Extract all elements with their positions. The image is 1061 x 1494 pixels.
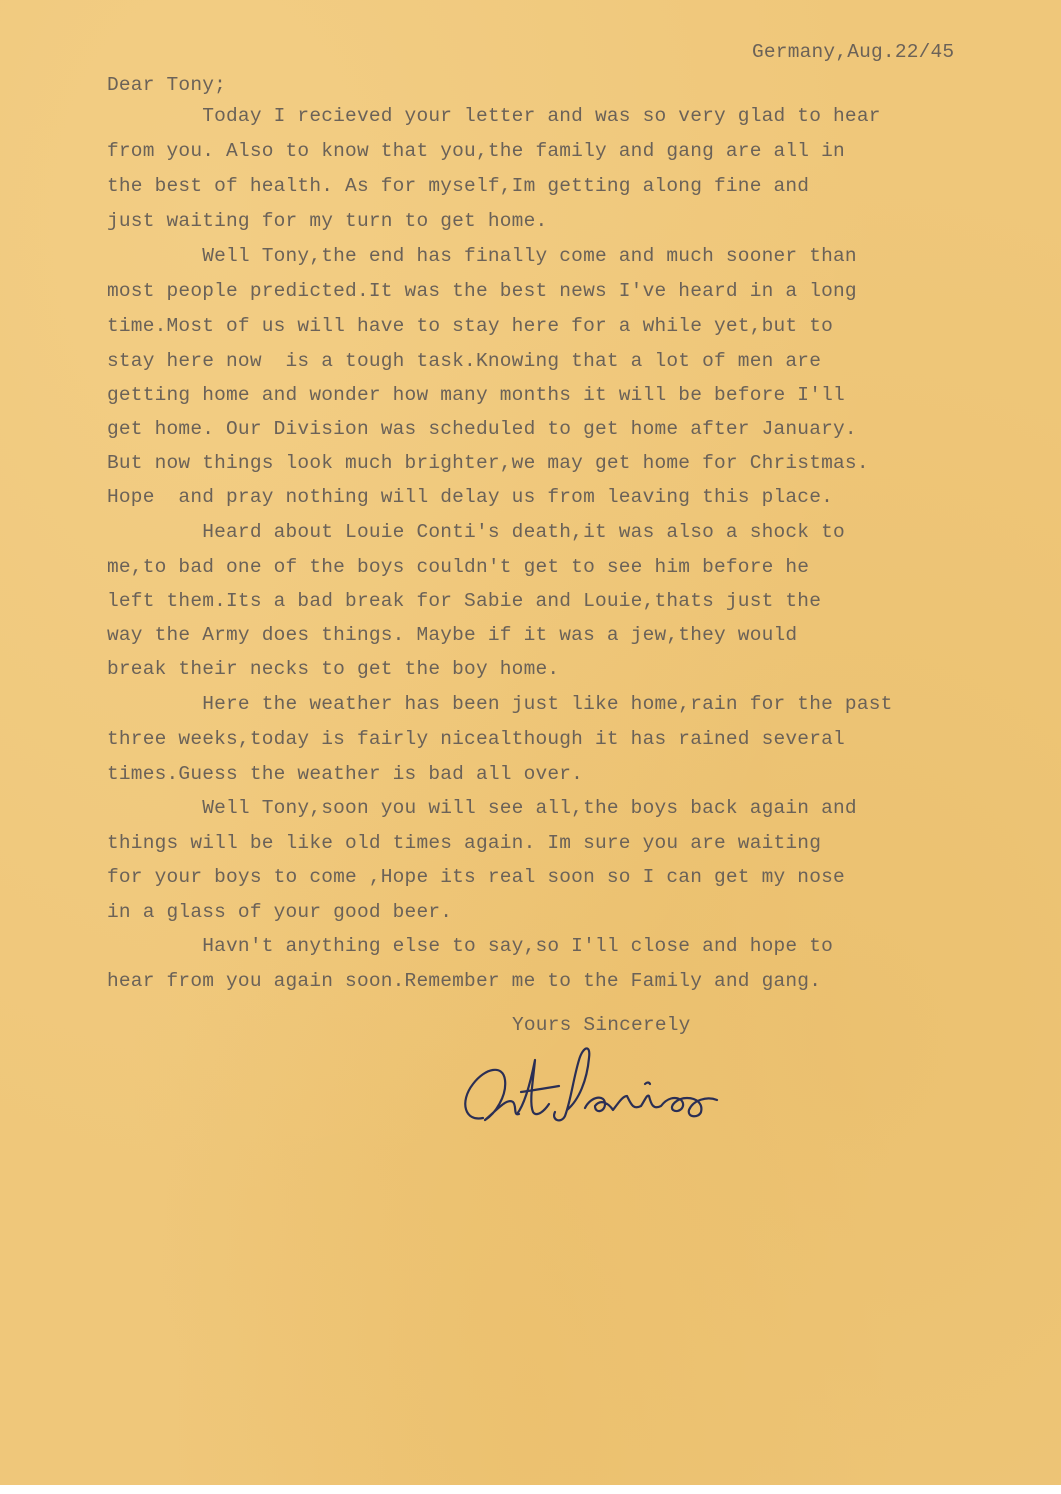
body-line: But now things look much brighter,we may get home for Christmas.	[107, 452, 869, 474]
body-line: way the Army does things. Maybe if it was a jew,they would	[107, 624, 798, 646]
body-line: left them.Its a bad break for Sabie and Louie,thats just the	[107, 590, 822, 612]
body-line: Today I recieved your letter and was so very glad to hear	[107, 105, 881, 127]
body-line: Well Tony,soon you will see all,the boys back again and	[107, 797, 857, 819]
body-line: hear from you again soon.Remember me to the Family and gang.	[107, 970, 822, 992]
body-line: get home. Our Division was scheduled to get home after January.	[107, 418, 857, 440]
body-line: Here the weather has been just like home,rain for the past	[107, 693, 893, 715]
body-line: three weeks,today is fairly nicealthough it has rained several	[107, 728, 845, 750]
body-line: times.Guess the weather is bad all over.	[107, 763, 584, 785]
handwritten-signature	[455, 1040, 745, 1140]
body-line: things will be like old times again. Im sure you are waiting	[107, 832, 822, 854]
body-line: time.Most of us will have to stay here for a while yet,but to	[107, 315, 834, 337]
body-line: just waiting for my turn to get home.	[107, 210, 548, 232]
body-line: me,to bad one of the boys couldn't get to see him before he	[107, 556, 810, 578]
body-line: getting home and wonder how many months it will be before I'll	[107, 384, 845, 406]
letter-closing: Yours Sincerely	[512, 1014, 691, 1036]
body-line: Heard about Louie Conti's death,it was also a shock to	[107, 521, 845, 543]
body-line: most people predicted.It was the best news I've heard in a long	[107, 280, 857, 302]
body-line: Hope and pray nothing will delay us from leaving this place.	[107, 486, 834, 508]
letter-salutation: Dear Tony;	[107, 74, 227, 96]
letter-date: Germany,Aug.22/45	[752, 41, 955, 63]
body-line: stay here now is a tough task.Knowing that a lot of men are	[107, 350, 822, 372]
body-line: Havn't anything else to say,so I'll close and hope to	[107, 935, 834, 957]
body-line: for your boys to come ,Hope its real soon so I can get my nose	[107, 866, 845, 888]
body-line: in a glass of your good beer.	[107, 901, 453, 923]
body-line: Well Tony,the end has finally come and much sooner than	[107, 245, 857, 267]
body-line: from you. Also to know that you,the family and gang are all in	[107, 140, 845, 162]
body-line: break their necks to get the boy home.	[107, 658, 560, 680]
body-line: the best of health. As for myself,Im getting along fine and	[107, 175, 810, 197]
